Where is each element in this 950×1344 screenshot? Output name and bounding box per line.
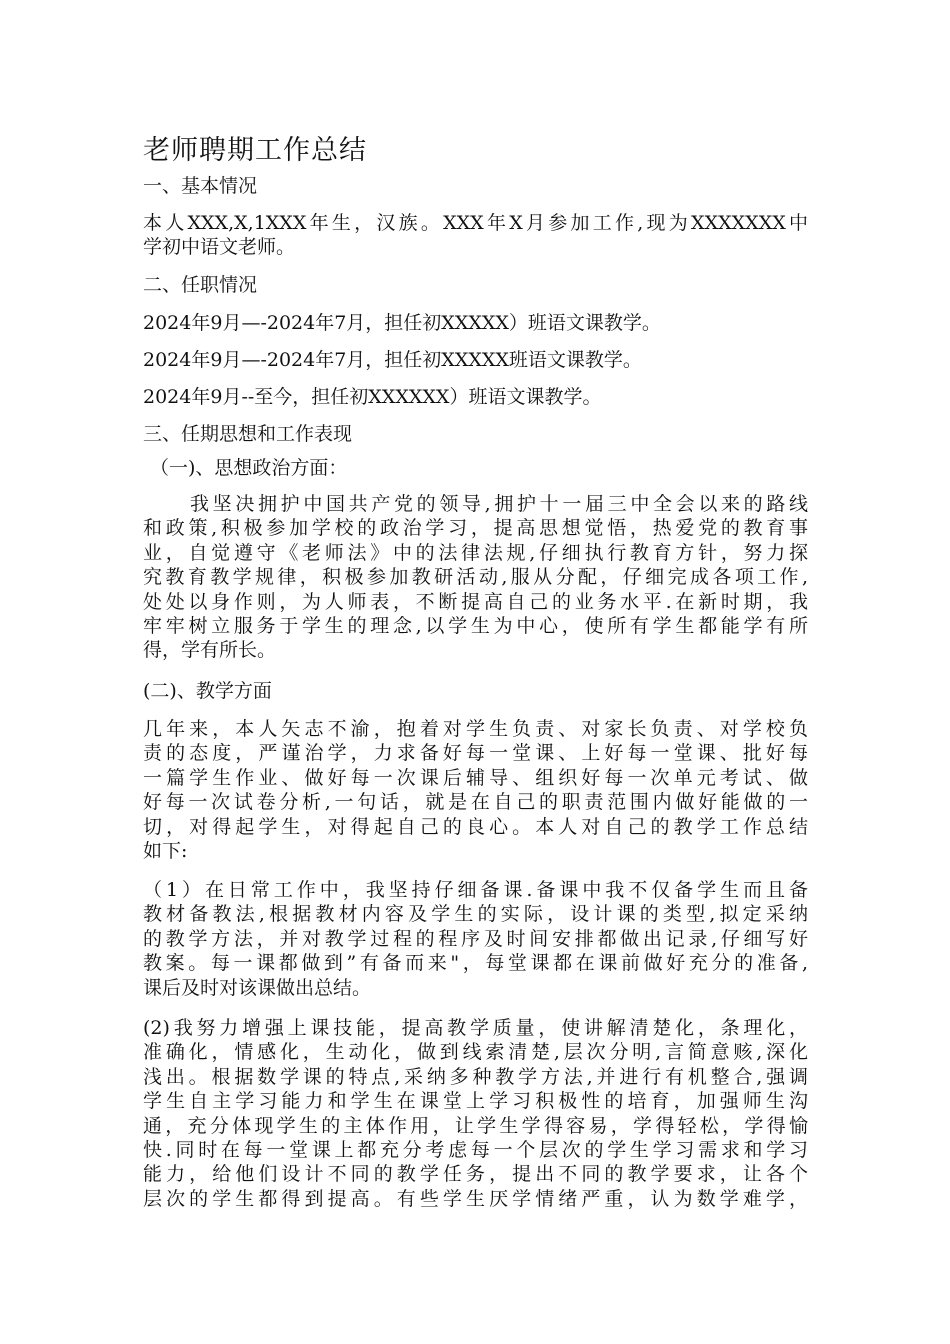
paragraph-line: 的教学方法，并对教学过程的程序及时间安排都做出记录,仔细写好	[143, 927, 808, 950]
paragraph-line: 快.同时在每一堂课上都充分考虑每一个层次的学生学习需求和学习	[143, 1139, 808, 1162]
appointment-item: 2024年9月--至今，担任初XXXXXX）班语文课教学。	[143, 386, 602, 408]
paragraph-line: 切，对得起学生，对得起自己的良心。本人对自己的教学工作总结	[143, 815, 808, 838]
paragraph-line: 责的态度，严谨治学，力求备好每一堂课、上好每一堂课、批好每	[143, 742, 808, 765]
paragraph-line: 能力，给他们设计不同的教学任务，提出不同的教学要求，让各个	[143, 1163, 808, 1186]
section-3-heading: 三、任期思想和工作表现	[143, 423, 353, 445]
paragraph-line: 牢牢树立服务于学生的理念,以学生为中心，使所有学生都能学有所	[143, 615, 808, 638]
paragraph-line: 课后及时对该课做出总结。	[143, 976, 372, 999]
paragraph-line: 本人XXX,X,1XXX年生，汉族。XXX年X月参加工作,现为XXXXXXX中	[143, 212, 808, 234]
section-2-heading: 二、任职情况	[143, 274, 258, 296]
subsection-1-heading: （一)、思想政治方面：	[150, 457, 348, 479]
paragraph-line: 层次的学生都得到提高。有些学生厌学情绪严重，认为数学难学，	[143, 1187, 808, 1210]
section-1-heading: 一、基本情况	[143, 175, 258, 197]
subsection-2-heading: (二)、教学方面	[143, 680, 272, 702]
paragraph-line: 准确化，情感化，生动化，做到线索清楚,层次分明,言简意赅,深化	[143, 1041, 808, 1064]
paragraph-line: 好每一次试卷分析,一句话，就是在自己的职责范围内做好能做的一	[143, 791, 808, 814]
paragraph-line: 和政策,积极参加学校的政治学习，提高思想觉悟，热爱党的教育事	[143, 517, 808, 540]
appointment-item: 2024年9月—-2024年7月，担任初XXXXX）班语文课教学。	[143, 312, 661, 334]
document-title: 老师聘期工作总结	[143, 135, 367, 166]
appointment-item: 2024年9月—-2024年7月，担任初XXXXX班语文课教学。	[143, 349, 642, 371]
paragraph-line: 我坚决拥护中国共产党的领导,拥护十一届三中全会以来的路线	[190, 493, 808, 515]
subsection-2-intro	[143, 717, 808, 863]
paragraph-line: 学生自主学习能力和学生在课堂上学习积极性的培育，加强师生沟	[143, 1090, 808, 1113]
paragraph-line: 业，自觉遵守《老师法》中的法律法规,仔细执行教育方针，努力探	[143, 541, 808, 564]
paragraph-line: 浅出。根据数学课的特点,采纳多种教学方法,并进行有机整合,强调	[143, 1065, 808, 1088]
paragraph-line: 教案。每一课都做到”有备而来"，每堂课都在课前做好充分的准备,	[143, 952, 808, 975]
paragraph-line: （1）在日常工作中，我坚持仔细备课.备课中我不仅备学生而且备	[143, 879, 808, 901]
paragraph-line: 教材备教法,根据教材内容及学生的实际，设计课的类型,拟定采纳	[143, 903, 808, 926]
teaching-point-2	[143, 1016, 808, 1211]
teaching-point-1	[143, 878, 808, 1000]
paragraph-line: 得，学有所长。	[143, 639, 277, 662]
paragraph-line: 几年来，本人矢志不渝，抱着对学生负责、对家长负责、对学校负	[143, 718, 808, 740]
paragraph-line: 一篇学生作业、做好每一次课后辅导、组织好每一次单元考试、做	[143, 766, 808, 789]
paragraph-line: 究教育教学规律，积极参加教研活动,服从分配，仔细完成各项工作,	[143, 566, 808, 589]
paragraph-line: (2)我努力增强上课技能，提高教学质量，使讲解清楚化，条理化，	[143, 1017, 808, 1039]
paragraph-line: 如下:	[143, 840, 188, 863]
subsection-1-body	[143, 492, 808, 663]
paragraph-line: 通，充分体现学生的主体作用，让学生学得容易，学得轻松，学得愉	[143, 1114, 808, 1137]
section-1-body	[143, 211, 808, 260]
paragraph-line: 学初中语文老师。	[143, 236, 296, 259]
paragraph-line: 处处以身作则，为人师表，不断提高自己的业务水平.在新时期，我	[143, 590, 808, 613]
